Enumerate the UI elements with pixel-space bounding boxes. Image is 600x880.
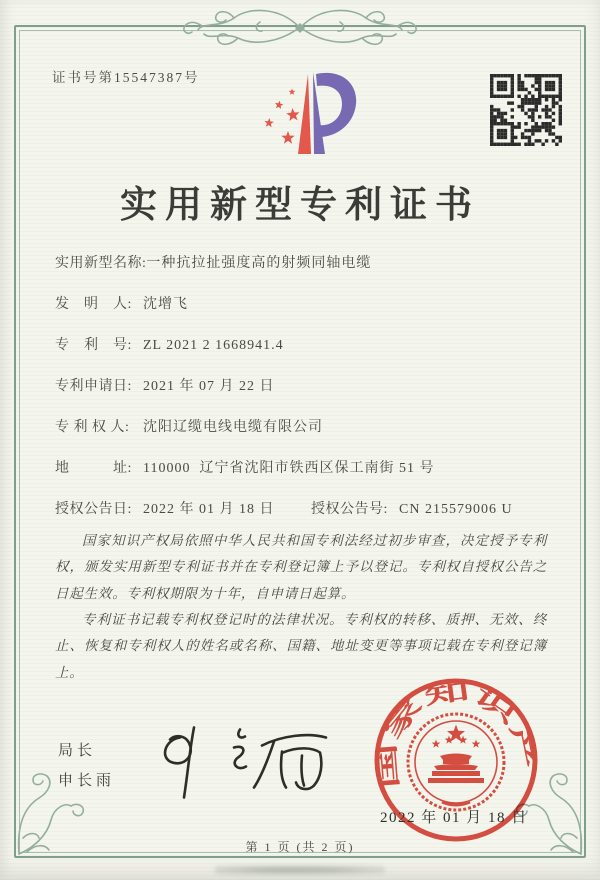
field-value-patentee: 沈阳辽缆电线电缆有限公司 [143, 420, 323, 435]
field-value-inventor: 沈增飞 [143, 297, 188, 312]
field-label-grant-no: 授权公告号: [311, 502, 388, 517]
certificate-number: 证书号第15547387号 [52, 70, 200, 85]
field-value-filing-date: 2021 年 07 月 22 日 [143, 379, 275, 394]
field-value-address: 110000 辽宁省沈阳市铁西区保工南街 51 号 [143, 461, 435, 476]
signer-block [58, 736, 115, 796]
field-row-address [55, 457, 550, 481]
field-label-address: 地 址: [55, 461, 132, 476]
field-row-inventor [55, 293, 550, 317]
signer-title: 局长 [58, 743, 97, 759]
field-value-grant-date: 2022 年 01 月 18 日 [143, 502, 275, 517]
field-value-patent-no: ZL 2021 2 1668941.4 [143, 338, 284, 353]
legal-paragraph-2: 专利证书记载专利权登记时的法律状况。专利权的转移、质押、无效、终止、恢复和专利权人的姓名或名称、国籍、地址变更等事项记载在专利登记簿上。 [55, 611, 547, 680]
certificate-title: 实用新型专利证书 [120, 185, 480, 226]
top-dragon-ornament-icon [150, 2, 450, 52]
field-row-patent-no [55, 334, 550, 358]
fields-block [55, 252, 550, 539]
field-row-patentee [55, 416, 550, 440]
field-label-grant-date: 授权公告日: [55, 502, 132, 517]
field-row-name [55, 252, 550, 276]
field-value-name: 一种抗拉扯强度高的射频同轴电缆 [146, 256, 372, 271]
logo-star-icon [289, 89, 296, 95]
field-label-patent-no: 专 利 号: [55, 338, 132, 353]
field-label-name: 实用新型名称: [55, 256, 147, 271]
legal-paragraph-1: 国家知识产权局依照中华人民共和国专利法经过初步审查，决定授予专利权，颁发实用新型专利证书并在专利登记簿上予以登记。专利权自授权公告之日起生效。专利权期限为十年，自申请日起算。 [55, 533, 547, 601]
cnipa-logo-icon [242, 62, 362, 166]
field-label-filing-date: 专利申请日: [55, 379, 132, 394]
field-label-inventor: 发 明 人: [55, 297, 132, 312]
field-row-filing-date [55, 375, 550, 399]
legal-text-block [55, 528, 547, 686]
qr-code [488, 72, 564, 148]
seal-national-emblem [408, 714, 504, 810]
signer-name: 申长雨 [58, 773, 116, 789]
field-row-grant [55, 498, 550, 522]
logo-red-spike [298, 74, 311, 154]
director-signature [150, 720, 335, 808]
page-number: 第 1 页 (共 2 页) [245, 840, 355, 854]
seal-date: 2022 年 01 月 18 日 [380, 810, 528, 826]
logo-star-icon [286, 108, 299, 121]
seal-ring-text: 国家知识产权局 [376, 681, 535, 790]
logo-star-icon [275, 101, 284, 109]
field-label-patentee: 专 利 权 人: [55, 420, 130, 435]
logo-purple-bowl [316, 73, 356, 137]
field-value-grant-no: CN 215579006 U [399, 502, 513, 517]
page-bleed-smudge [215, 863, 385, 877]
logo-star-icon [264, 118, 274, 127]
logo-star-icon [281, 131, 294, 144]
